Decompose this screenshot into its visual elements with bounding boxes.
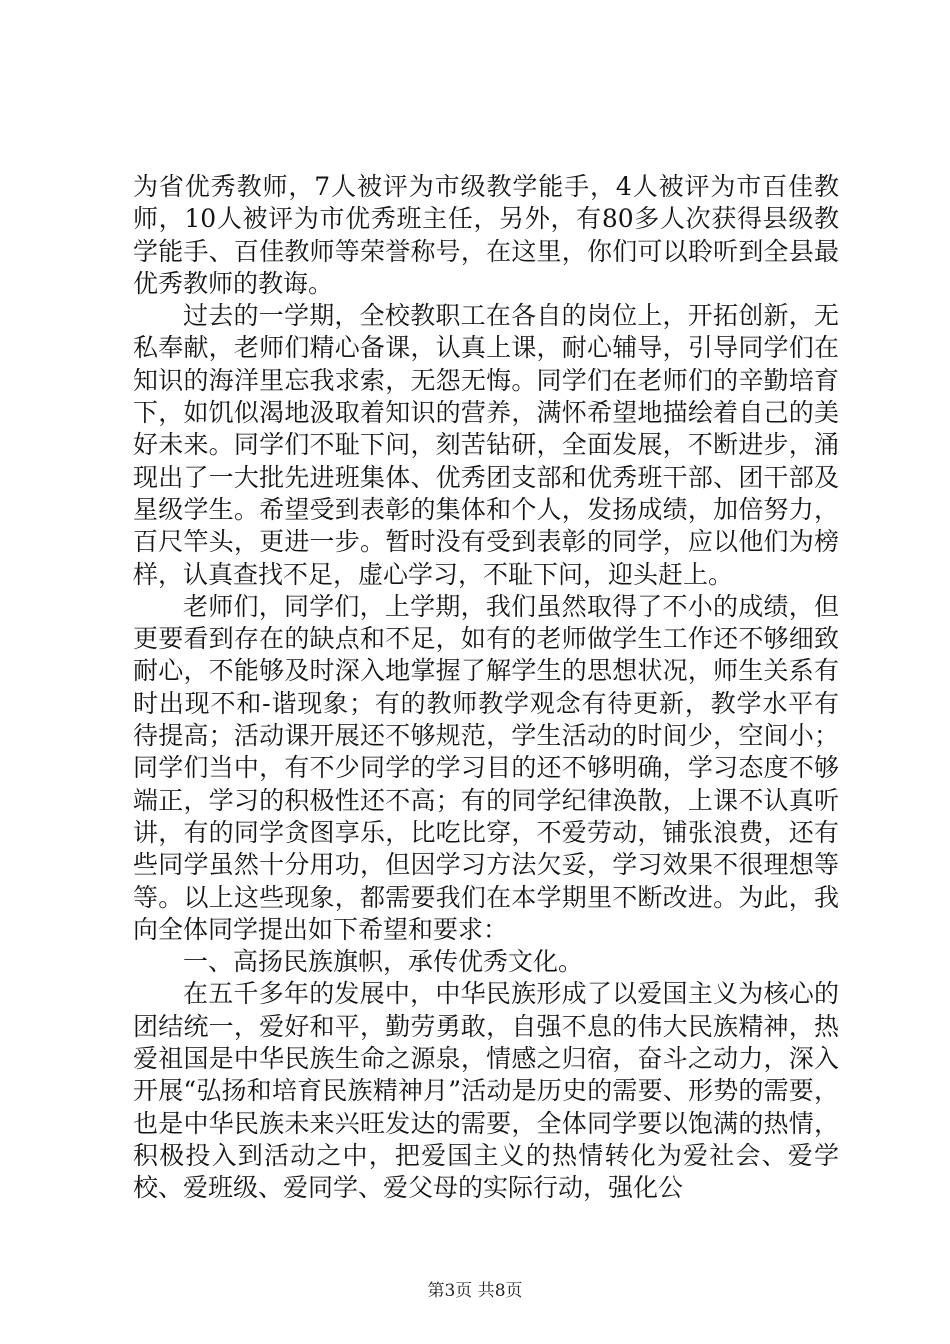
paragraph-3: 老师们，同学们，上学期，我们虽然取得了不小的成绩，但更要看到存在的缺点和不足，如有的老师做学生工作还不够细致耐心，不能够及时深入地掌握了解学生的思想状况，师生关系有时出现不和-谐现象；有的教师教学观念有待更新，教学水平有待提高；活动课开展还不够规范，学生活动的时间少，空间小；同学们当中，有不少同学的学习目的还不够明确，学习态度不够端正，学习的积极性还不高；有的同学纪律涣散，上课不认真听讲，有的同学贪图享乐，比吃比穿，不爱劳动，铺张浪费，还有些同学虽然十分用功，但因学习方法欠妥，学习效果不很理想等等。以上这些现象，都需要我们在本学期里不断改进。为此，我向全体同学提出如下希望和要求： xyxy=(133,591,839,944)
document-body xyxy=(133,171,839,1205)
section-heading: 一、高扬民族旗帜，承传优秀文化。 xyxy=(183,947,584,977)
paragraph-2: 过去的一学期，全校教职工在各自的岗位上，开拓创新，无私奉献，老师们精心备课，认真上课，耐心辅导，引导同学们在知识的海洋里忘我求索，无怨无悔。同学们在老师们的辛勤培育下，如饥似渴地汲取着知识的营养，满怀希望地描绘着自己的美好未来。同学们不耻下问，刻苦钻研，全面发展，不断进步，涌现出了一大批先进班集体、优秀团支部和优秀班干部、团干部及星级学生。希望受到表彰的集体和个人，发扬成绩，加倍努力，百尺竿头，更进一步。暂时没有受到表彰的同学，应以他们为榜样，认真查找不足，虚心学习，不耻下问，迎头赶上。 xyxy=(133,301,839,589)
paragraph-4: 在五千多年的发展中，中华民族形成了以爱国主义为核心的团结统一，爱好和平，勤劳勇敢，自强不息的伟大民族精神，热爱祖国是中华民族生命之源泉，情感之归宿，奋斗之动力，深入开展“弘扬和培育民族精神月”活动是历史的需要、形势的需要，也是中华民族未来兴旺发达的需要，全体同学要以饱满的热情，积极投入到活动之中，把爱国主义的热情转化为爱社会、爱学校、爱班级、爱同学、爱父母的实际行动，强化公 xyxy=(133,979,839,1203)
page-number-footer: 第3页 共8页 xyxy=(427,1281,523,1301)
paragraph-1: 为省优秀教师，7人被评为市级教学能手，4人被评为市百佳教师，10人被评为市优秀班主任，另外，有80多人次获得县级教学能手、百佳教师等荣誉称号，在这里，你们可以聆听到全县最优秀教师的教诲。 xyxy=(133,172,839,298)
